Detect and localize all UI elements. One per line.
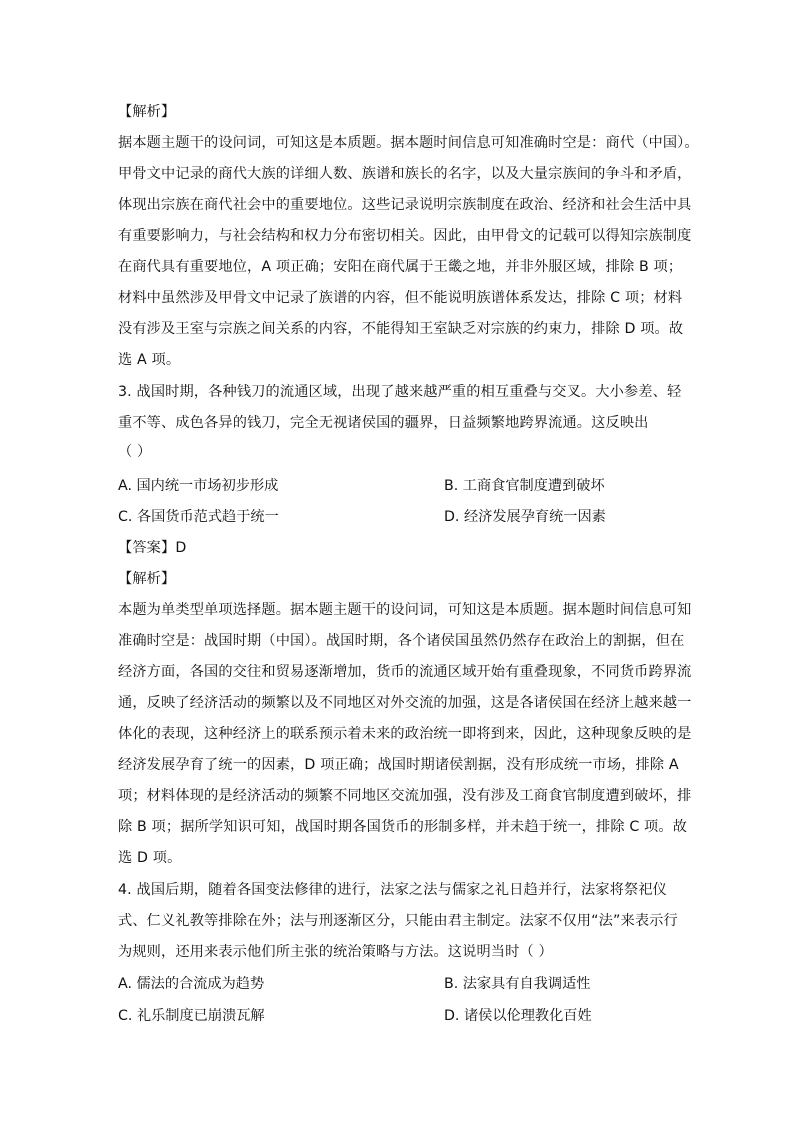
analysis-line: 经济发展孕育了统一的因素，D 项正确；战国时期诸侯割据，没有形成统一市场，排除 A bbox=[118, 757, 679, 773]
option-d: D. 诸侯以伦理教化百姓 bbox=[444, 1008, 592, 1024]
option-a: A. 国内统一市场初步形成 bbox=[118, 478, 279, 494]
option-c: C. 礼乐制度已崩溃瓦解 bbox=[118, 1008, 265, 1024]
question-4-stem: 为规则，还用来表示他们所主张的统治策略与方法。这说明当时（ ） bbox=[118, 944, 553, 960]
analysis-heading: 【解析】 bbox=[118, 571, 176, 587]
analysis-line: 材料中虽然涉及甲骨文中记录了族谱的内容，但不能说明族谱体系发达，排除 C 项；材料 bbox=[118, 290, 683, 306]
analysis-line: 经济方面，各国的交往和贸易逐渐增加，货币的流通区域开始有重叠现象，不同货币跨界流 bbox=[118, 664, 692, 680]
option-b: B. 工商食官制度遭到破坏 bbox=[444, 478, 605, 494]
question-4-stem: 4. 战国后期，随着各国变法修律的进行，法家之法与儒家之礼日趋并行，法家将祭祀仪 bbox=[118, 882, 667, 898]
question-3-blank: （ ） bbox=[118, 444, 152, 460]
analysis-line: 除 B 项；据所学知识可知，战国时期各国货币的形制多样，并未趋于统一，排除 C 项。故 bbox=[118, 819, 688, 835]
option-d: D. 经济发展孕育统一因素 bbox=[444, 509, 606, 525]
analysis-line: 准确时空是：战国时期（中国）。战国时期，各个诸侯国虽然仍然存在政治上的割据，但在 bbox=[118, 633, 685, 649]
analysis-line: 项；材料体现的是经济活动的频繁不同地区交流加强，没有涉及工商食官制度遭到破坏，排 bbox=[118, 788, 692, 804]
question-4-stem: 式、仁义礼教等排除在外；法与刑逐渐区分，只能由君主制定。法家不仅用“法”来表示行 bbox=[118, 913, 678, 929]
analysis-line: 没有涉及王室与宗族之间关系的内容，不能得知王室缺乏对宗族的约束力，排除 D 项。故 bbox=[118, 321, 684, 337]
analysis-line: 选 D 项。 bbox=[118, 850, 182, 866]
analysis-line: 通，反映了经济活动的频繁以及不同地区对外交流的加强，这是各诸侯国在经济上越来越一 bbox=[118, 695, 692, 711]
answer-label: 【答案】D bbox=[118, 540, 187, 556]
analysis-line: 体现出宗族在商代社会中的重要地位。这些记录说明宗族制度在政治、经济和社会生活中具 bbox=[118, 197, 692, 213]
question-3-stem: 重不等、成色各异的钱刀，完全无视诸侯国的疆界，日益频繁地跨界流通。这反映出 bbox=[118, 415, 649, 431]
analysis-line: 甲骨文中记录的商代大族的详细人数、族谱和族长的名字，以及大量宗族间的争斗和矛盾， bbox=[118, 166, 692, 182]
analysis-heading: 【解析】 bbox=[118, 104, 176, 120]
analysis-line: 有重要影响力，与社会结构和权力分布密切相关。因此，由甲骨文的记载可以得知宗族制度 bbox=[118, 228, 692, 244]
option-a: A. 儒法的合流成为趋势 bbox=[118, 976, 265, 992]
analysis-line: 在商代具有重要地位，A 项正确；安阳在商代属于王畿之地，并非外服区域，排除 B 项； bbox=[118, 259, 683, 275]
analysis-line: 据本题主题干的设问词，可知这是本质题。据本题时间信息可知准确时空是：商代（中国）。 bbox=[118, 135, 699, 151]
analysis-line: 体化的表现，这种经济上的联系预示着未来的政治统一即将到来，因此，这种现象反映的是 bbox=[118, 726, 692, 742]
analysis-line: 本题为单类型单项选择题。据本题主题干的设问词，可知这是本质题。据本题时间信息可知 bbox=[118, 602, 692, 618]
question-3-stem: 3. 战国时期，各种钱刀的流通区域，出现了越来越严重的相互重叠与交叉。大小参差、轻 bbox=[118, 384, 682, 400]
analysis-line: 选 A 项。 bbox=[118, 352, 181, 368]
option-c: C. 各国货币范式趋于统一 bbox=[118, 509, 279, 525]
option-b: B. 法家具有自我调适性 bbox=[444, 976, 591, 992]
